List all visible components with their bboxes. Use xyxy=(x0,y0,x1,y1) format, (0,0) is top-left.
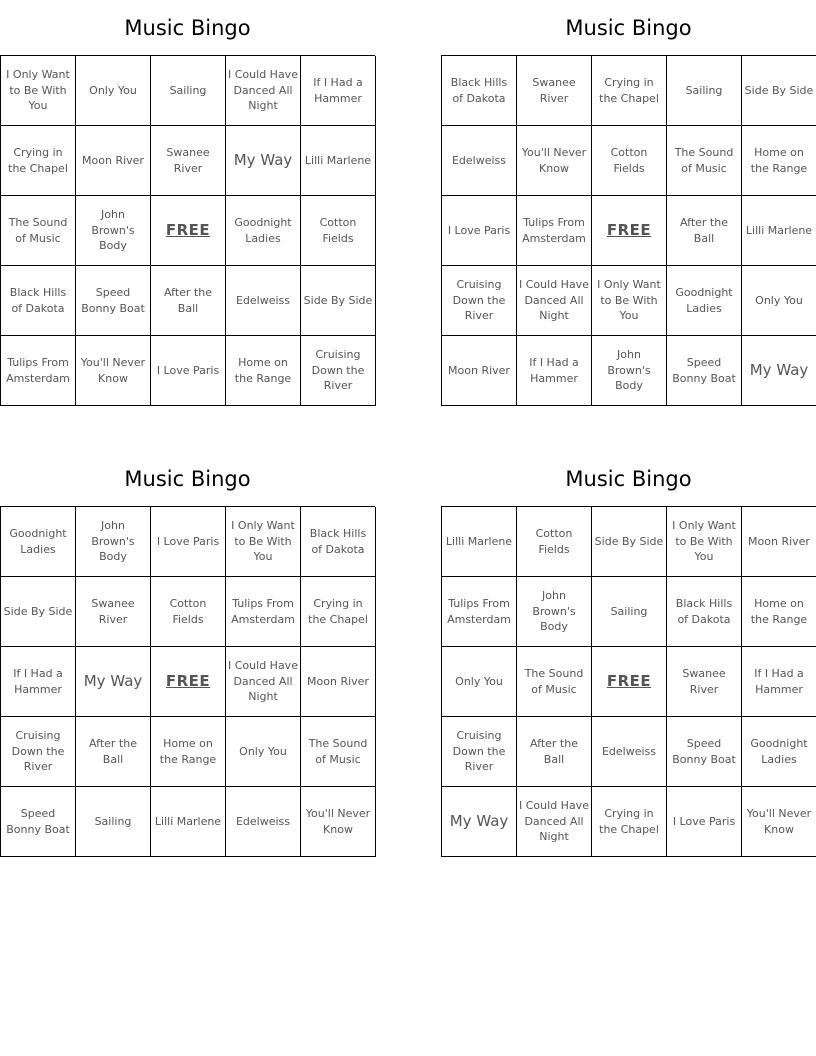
bingo-cell: Home on the Range xyxy=(742,577,816,647)
bingo-cell: Cotton Fields xyxy=(151,577,226,647)
bingo-cell: You'll Never Know xyxy=(301,787,376,857)
bingo-cell: I Only Want to Be With You xyxy=(667,507,742,577)
bingo-cell: I Love Paris xyxy=(442,196,517,266)
bingo-cell: Goodnight Ladies xyxy=(226,196,301,266)
bingo-cell: After the Ball xyxy=(667,196,742,266)
bingo-cell: Home on the Range xyxy=(742,126,816,196)
bingo-cell: Lilli Marlene xyxy=(442,507,517,577)
bingo-cell: If I Had a Hammer xyxy=(301,56,376,126)
bingo-cell: Swanee River xyxy=(667,647,742,717)
bingo-cell: Sailing xyxy=(151,56,226,126)
bingo-cell: Crying in the Chapel xyxy=(592,787,667,857)
free-space: FREE xyxy=(151,647,226,717)
bingo-cell: I Only Want to Be With You xyxy=(226,507,301,577)
free-space: FREE xyxy=(592,196,667,266)
bingo-cell: Speed Bonny Boat xyxy=(667,717,742,787)
bingo-cell: Cotton Fields xyxy=(517,507,592,577)
bingo-cell: John Brown's Body xyxy=(76,507,151,577)
bingo-cell: Side By Side xyxy=(592,507,667,577)
bingo-cell: After the Ball xyxy=(517,717,592,787)
bingo-cell: Moon River xyxy=(742,507,816,577)
card-title: Music Bingo xyxy=(124,467,251,491)
bingo-cell: Cruising Down the River xyxy=(442,717,517,787)
bingo-cell: John Brown's Body xyxy=(76,196,151,266)
bingo-cell: I Could Have Danced All Night xyxy=(226,56,301,126)
bingo-cell: You'll Never Know xyxy=(76,336,151,406)
bingo-cell: Goodnight Ladies xyxy=(742,717,816,787)
bingo-cell: Black Hills of Dakota xyxy=(301,507,376,577)
bingo-cell: Sailing xyxy=(667,56,742,126)
bingo-cell: I Only Want to Be With You xyxy=(592,266,667,336)
bingo-cell: Edelweiss xyxy=(592,717,667,787)
bingo-cell: Tulips From Amsterdam xyxy=(226,577,301,647)
bingo-cell: Speed Bonny Boat xyxy=(76,266,151,336)
bingo-cell: Goodnight Ladies xyxy=(667,266,742,336)
bingo-cell: Speed Bonny Boat xyxy=(1,787,76,857)
bingo-cell: I Could Have Danced All Night xyxy=(517,787,592,857)
bingo-card-4 xyxy=(441,451,816,857)
bingo-cell: The Sound of Music xyxy=(517,647,592,717)
bingo-cell: After the Ball xyxy=(151,266,226,336)
bingo-cell: Moon River xyxy=(442,336,517,406)
bingo-cell: If I Had a Hammer xyxy=(1,647,76,717)
bingo-cell: Cruising Down the River xyxy=(301,336,376,406)
bingo-cell: Home on the Range xyxy=(151,717,226,787)
bingo-cell: You'll Never Know xyxy=(742,787,816,857)
card-title: Music Bingo xyxy=(124,16,251,40)
bingo-cell: I Could Have Danced All Night xyxy=(226,647,301,717)
bingo-cell: Crying in the Chapel xyxy=(592,56,667,126)
bingo-card-2 xyxy=(441,0,816,406)
bingo-cell: I Love Paris xyxy=(151,336,226,406)
bingo-cell: Black Hills of Dakota xyxy=(1,266,76,336)
bingo-cell: If I Had a Hammer xyxy=(742,647,816,717)
bingo-cell: I Love Paris xyxy=(667,787,742,857)
bingo-cell: My Way xyxy=(76,647,151,717)
bingo-cell: I Could Have Danced All Night xyxy=(517,266,592,336)
bingo-cell: You'll Never Know xyxy=(517,126,592,196)
bingo-cell: Home on the Range xyxy=(226,336,301,406)
bingo-cell: Swanee River xyxy=(517,56,592,126)
bingo-cell: Black Hills of Dakota xyxy=(442,56,517,126)
bingo-card-3 xyxy=(0,451,375,857)
bingo-cell: I Love Paris xyxy=(151,507,226,577)
bingo-cell: My Way xyxy=(742,336,816,406)
bingo-cell: Speed Bonny Boat xyxy=(667,336,742,406)
bingo-cell: Cruising Down the River xyxy=(442,266,517,336)
bingo-cell: Only You xyxy=(76,56,151,126)
bingo-cell: Side By Side xyxy=(301,266,376,336)
bingo-cell: Tulips From Amsterdam xyxy=(517,196,592,266)
bingo-cell: John Brown's Body xyxy=(517,577,592,647)
card-title: Music Bingo xyxy=(565,467,692,491)
bingo-cell: Tulips From Amsterdam xyxy=(1,336,76,406)
bingo-cell: Tulips From Amsterdam xyxy=(442,577,517,647)
bingo-cell: Swanee River xyxy=(151,126,226,196)
bingo-cell: The Sound of Music xyxy=(1,196,76,266)
free-space: FREE xyxy=(592,647,667,717)
bingo-cell: My Way xyxy=(226,126,301,196)
bingo-cell: Sailing xyxy=(76,787,151,857)
bingo-cell: The Sound of Music xyxy=(301,717,376,787)
bingo-cell: I Only Want to Be With You xyxy=(1,56,76,126)
bingo-grid xyxy=(0,506,375,857)
bingo-cell: Side By Side xyxy=(742,56,816,126)
bingo-grid xyxy=(441,506,816,857)
bingo-cell: My Way xyxy=(442,787,517,857)
bingo-cell: Moon River xyxy=(301,647,376,717)
bingo-cell: After the Ball xyxy=(76,717,151,787)
bingo-cell: Moon River xyxy=(76,126,151,196)
bingo-cell: Edelweiss xyxy=(226,787,301,857)
bingo-cell: Cruising Down the River xyxy=(1,717,76,787)
bingo-cell: Edelweiss xyxy=(226,266,301,336)
bingo-cell: Side By Side xyxy=(1,577,76,647)
bingo-cell: Lilli Marlene xyxy=(301,126,376,196)
bingo-cell: Swanee River xyxy=(76,577,151,647)
bingo-cell: Lilli Marlene xyxy=(742,196,816,266)
bingo-cell: Goodnight Ladies xyxy=(1,507,76,577)
bingo-card-1 xyxy=(0,0,375,406)
bingo-cell: Edelweiss xyxy=(442,126,517,196)
bingo-cell: John Brown's Body xyxy=(592,336,667,406)
bingo-cell: Crying in the Chapel xyxy=(1,126,76,196)
bingo-cell: Sailing xyxy=(592,577,667,647)
bingo-cell: The Sound of Music xyxy=(667,126,742,196)
free-space: FREE xyxy=(151,196,226,266)
bingo-cell: Cotton Fields xyxy=(301,196,376,266)
bingo-cell: Only You xyxy=(226,717,301,787)
bingo-cell: Lilli Marlene xyxy=(151,787,226,857)
bingo-cell: Crying in the Chapel xyxy=(301,577,376,647)
bingo-cell: Only You xyxy=(742,266,816,336)
bingo-cell: Cotton Fields xyxy=(592,126,667,196)
bingo-grid xyxy=(441,55,816,406)
bingo-cell: Only You xyxy=(442,647,517,717)
bingo-cell: Black Hills of Dakota xyxy=(667,577,742,647)
bingo-grid xyxy=(0,55,375,406)
card-title: Music Bingo xyxy=(565,16,692,40)
bingo-cell: If I Had a Hammer xyxy=(517,336,592,406)
